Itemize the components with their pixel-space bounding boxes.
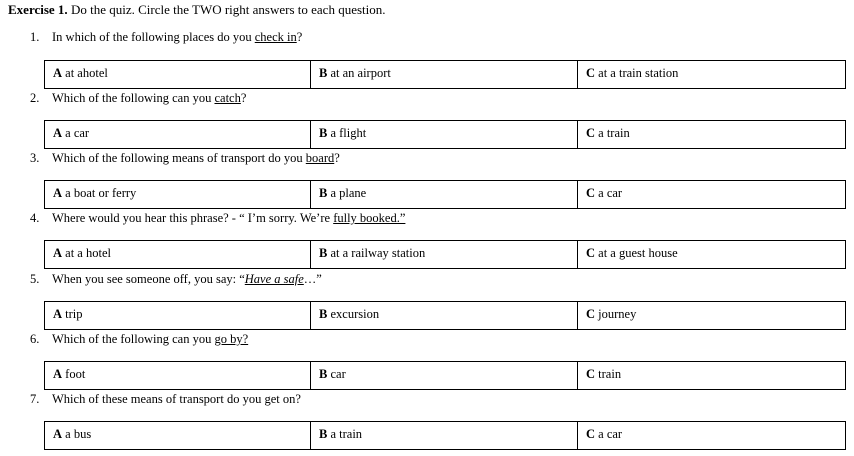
question-text: Where would you hear this phrase? - “ I’m sorry. We’re — [52, 211, 334, 225]
question-4 — [30, 211, 405, 226]
option-c[interactable]: C a car — [578, 422, 846, 450]
option-c[interactable]: C at a train station — [578, 61, 846, 89]
question-number: 4. — [30, 211, 40, 225]
option-b[interactable]: B at an airport — [311, 61, 578, 89]
answer-table-7 — [44, 421, 846, 450]
question-keyword: fully booked.” — [333, 211, 406, 225]
option-b[interactable]: B at a railway station — [311, 241, 578, 269]
answer-table-1 — [44, 60, 846, 89]
option-c[interactable]: C journey — [578, 302, 846, 330]
option-a[interactable]: A a car — [45, 121, 311, 149]
exercise-instruction: Do the quiz. Circle the TWO right answers to each question. — [70, 2, 386, 17]
question-number: 2. — [30, 91, 40, 105]
question-1: 1. In which of the following places do you check in? — [30, 30, 303, 44]
question-keyword: check in — [254, 30, 297, 44]
question-number: 7. — [30, 392, 40, 406]
option-c[interactable]: C train — [578, 362, 846, 390]
question-7 — [30, 392, 301, 407]
exercise-label: Exercise 1. — [8, 2, 68, 17]
option-c[interactable]: C a car — [578, 181, 846, 209]
option-b[interactable]: B a plane — [311, 181, 578, 209]
question-text: In which of the following places do you — [52, 30, 255, 44]
answer-table-2 — [44, 120, 846, 149]
option-a[interactable]: A a bus — [45, 422, 311, 450]
answer-table-6 — [44, 361, 846, 390]
question-text: Which of the following can you — [52, 332, 215, 346]
option-b[interactable]: B excursion — [311, 302, 578, 330]
question-number: 5. — [30, 272, 40, 286]
question-keyword: board — [305, 151, 335, 165]
option-a[interactable]: A a boat or ferry — [45, 181, 311, 209]
question-number: 1. — [30, 30, 40, 44]
question-3: 3. Which of the following means of transport do you board? — [30, 151, 340, 165]
question-keyword: catch — [214, 91, 241, 105]
option-c[interactable]: C at a guest house — [578, 241, 846, 269]
answer-table-3 — [44, 180, 846, 209]
question-text: Which of these means of transport do you get on? — [52, 392, 301, 406]
option-a[interactable]: A trip — [45, 302, 311, 330]
answer-table-4 — [44, 240, 846, 269]
option-b[interactable]: B a flight — [311, 121, 578, 149]
question-2: 2. Which of the following can you catch? — [30, 91, 247, 105]
option-a[interactable]: A at a hotel — [45, 241, 311, 269]
option-a[interactable]: A foot — [45, 362, 311, 390]
exercise-heading — [8, 2, 386, 18]
question-number: 3. — [30, 151, 40, 165]
question-text: Which of the following can you — [52, 91, 215, 105]
option-c[interactable]: C a train — [578, 121, 846, 149]
question-6 — [30, 332, 248, 347]
question-text: Which of the following means of transport do you — [52, 151, 306, 165]
question-number: 6. — [30, 332, 40, 346]
option-b[interactable]: B a train — [311, 422, 578, 450]
question-5: 5. When you see someone off, you say: “Have a safe…” — [30, 272, 322, 286]
question-keyword: Have a safe — [244, 272, 304, 286]
answer-table-5 — [44, 301, 846, 330]
question-keyword: go by? — [214, 332, 249, 346]
question-text: When you see someone off, you say: “ — [52, 272, 245, 286]
option-b[interactable]: B car — [311, 362, 578, 390]
option-a[interactable]: A at ahotel — [45, 61, 311, 89]
